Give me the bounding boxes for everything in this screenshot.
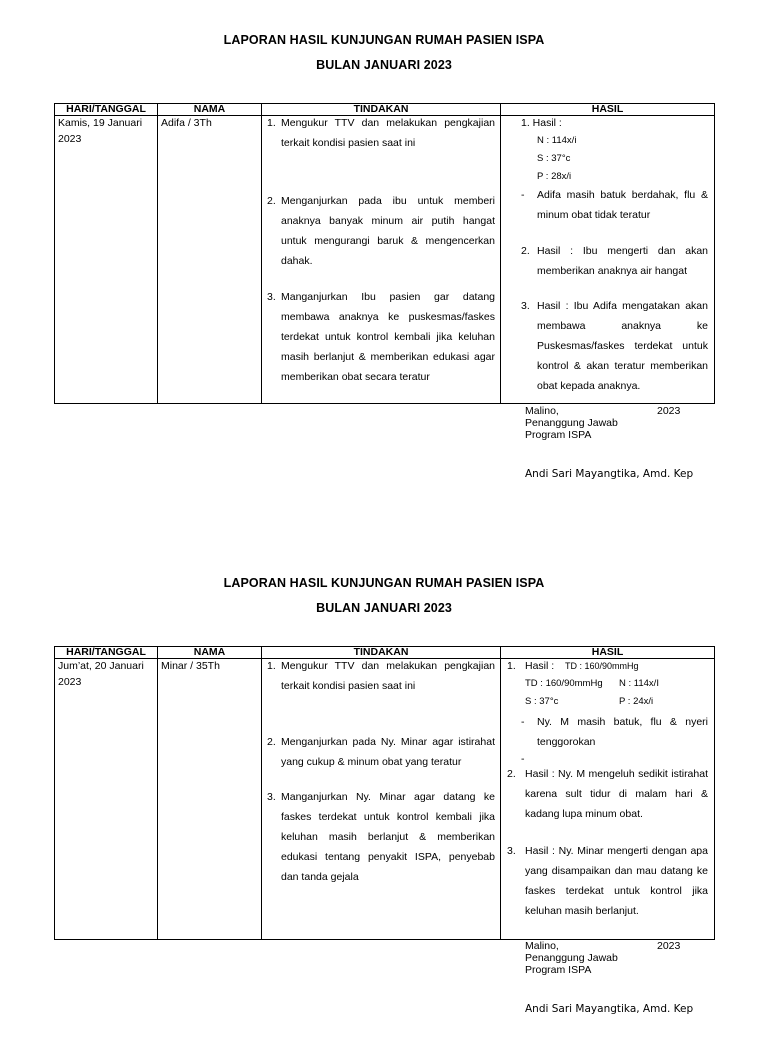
action-text: Manganjurkan Ny. Minar agar datang ke faskes terdekat untuk kontrol kembali jika keluhan masih berlanjut & memberikan edukasi tentang penyakit ISPA, penyebab dan tanda gejala <box>281 791 495 883</box>
note-dash: - <box>521 716 525 728</box>
name-cell <box>158 116 262 404</box>
date-cell <box>55 116 158 404</box>
result-cell <box>501 659 715 940</box>
vital-pulse: N : 114x/I <box>619 678 659 689</box>
action-number: 3. <box>267 791 276 803</box>
date-cell <box>55 659 158 940</box>
header-action: TINDAKAN <box>262 647 501 659</box>
result-item <box>507 841 708 921</box>
action-number: 1. <box>267 660 276 672</box>
action-cell <box>262 116 501 404</box>
vital-pulse: N : 114x/i <box>537 135 577 146</box>
signer-name: Andi Sari Mayangtika, Amd. Kep <box>525 1003 694 1015</box>
signature-year: 2023 <box>657 405 681 417</box>
patient-name: Minar / 35Th <box>161 660 220 672</box>
table-row <box>55 116 715 404</box>
visit-year: 2023 <box>58 133 82 145</box>
signature-year: 2023 <box>657 940 681 952</box>
action-number: 2. <box>267 195 276 207</box>
action-number: 3. <box>267 291 276 303</box>
vital-temperature: S : 37°c <box>537 153 571 164</box>
report-subtitle: BULAN JANUARI 2023 <box>316 58 452 72</box>
action-item <box>267 732 495 772</box>
header-name: NAMA <box>158 104 262 116</box>
action-cell <box>262 659 501 940</box>
action-number: 2. <box>267 736 276 748</box>
action-text: Menganjurkan pada Ny. Minar agar istirahat yang cukup & minum obat yang teratur <box>281 736 495 768</box>
action-item <box>267 656 495 696</box>
report-1 <box>0 0 768 510</box>
result-note-text: Ny. M masih batuk, flu & nyeri tenggorokan <box>537 716 708 748</box>
report-subtitle: BULAN JANUARI 2023 <box>316 601 452 615</box>
action-item <box>267 787 495 887</box>
visit-date: Kamis, 19 Januari <box>58 117 143 129</box>
vital-respiration: P : 24x/i <box>619 696 654 707</box>
result-number: 3. <box>521 300 530 312</box>
header-result: HASIL <box>501 647 715 659</box>
result-text: Hasil : Ibu mengerti dan akan memberikan anaknya air hangat <box>537 245 708 277</box>
visit-date: Jum’at, 20 Januari <box>58 660 144 672</box>
result-item <box>521 241 708 281</box>
signature-place: Malino, <box>525 405 559 417</box>
patient-name: Adifa / 3Th <box>161 117 212 129</box>
result-item <box>507 764 708 824</box>
action-item <box>267 191 495 271</box>
visit-table <box>54 103 715 404</box>
action-text: Menganjurkan pada ibu untuk memberi anaknya banyak minum air putih hangat untuk mengurangi baruk & mengencerkan dahak. <box>281 195 495 267</box>
action-text: Manganjurkan Ibu pasien gar datang membawa anaknya ke puskesmas/faskes terdekat untuk kontrol kembali jika keluhan masih berlanjut & memberikan edukasi agar memberikan obat secara teratur <box>281 291 495 383</box>
header-date: HARI/TANGGAL <box>55 104 158 116</box>
result-text: Hasil : Ny. Minar mengerti dengan apa yang disampaikan dan mau datang ke faskes terdekat untuk kontrol jika keluhan masih berlanjut. <box>525 845 708 917</box>
report-2 <box>0 543 768 1053</box>
result-item <box>521 296 708 396</box>
result-label: Hasil : <box>525 660 555 672</box>
signature-role: Penanggung Jawab <box>525 952 618 964</box>
result-text: Hasil : Ibu Adifa mengatakan akan membawa anaknya ke Puskesmas/faskes terdekat untuk kontrol & akan teratur memberikan obat kepada anaknya. <box>537 300 708 392</box>
result-note <box>537 185 708 225</box>
header-date: HARI/TANGGAL <box>55 647 158 659</box>
signer-name: Andi Sari Mayangtika, Amd. Kep <box>525 468 694 480</box>
report-title: LAPORAN HASIL KUNJUNGAN RUMAH PASIEN ISPA <box>223 33 545 47</box>
action-item <box>267 287 495 387</box>
vital-temperature: S : 37°c <box>525 696 559 707</box>
signature-place: Malino, <box>525 940 559 952</box>
result-number: 3. <box>507 845 516 857</box>
result-note-text: Adifa masih batuk berdahak, flu & minum obat tidak teratur <box>537 189 708 221</box>
result-text: Hasil : Ny. M mengeluh sedikit istirahat karena sult tidur di malam hari & kadang lupa minum obat. <box>525 768 708 820</box>
signature-role: Penanggung Jawab <box>525 417 618 429</box>
name-cell <box>158 659 262 940</box>
result-cell <box>501 116 715 404</box>
header-name: NAMA <box>158 647 262 659</box>
vital-bp-inline: TD : 160/90mmHg <box>565 661 639 671</box>
action-text: Mengukur TTV dan melakukan pengkajian terkait kondisi pasien saat ini <box>281 117 495 149</box>
vital-bp: TD : 160/90mmHg <box>525 678 603 689</box>
result-note <box>537 712 708 752</box>
table-row <box>55 659 715 940</box>
result-number: 2. <box>507 768 516 780</box>
result-number: 2. <box>521 245 530 257</box>
note-dash: - <box>521 753 525 765</box>
signature-program: Program ISPA <box>525 964 592 976</box>
note-dash: - <box>521 189 525 201</box>
header-result: HASIL <box>501 104 715 116</box>
action-item <box>267 113 495 153</box>
report-title: LAPORAN HASIL KUNJUNGAN RUMAH PASIEN ISPA <box>223 576 545 590</box>
header-action: TINDAKAN <box>262 104 501 116</box>
vital-respiration: P : 28x/i <box>537 171 572 182</box>
action-number: 1. <box>267 117 276 129</box>
result-label: 1. Hasil : <box>521 117 562 129</box>
visit-table <box>54 646 715 940</box>
visit-year: 2023 <box>58 676 82 688</box>
signature-program: Program ISPA <box>525 429 592 441</box>
result-number: 1. <box>507 660 516 672</box>
action-text: Mengukur TTV dan melakukan pengkajian terkait kondisi pasien saat ini <box>281 660 495 692</box>
